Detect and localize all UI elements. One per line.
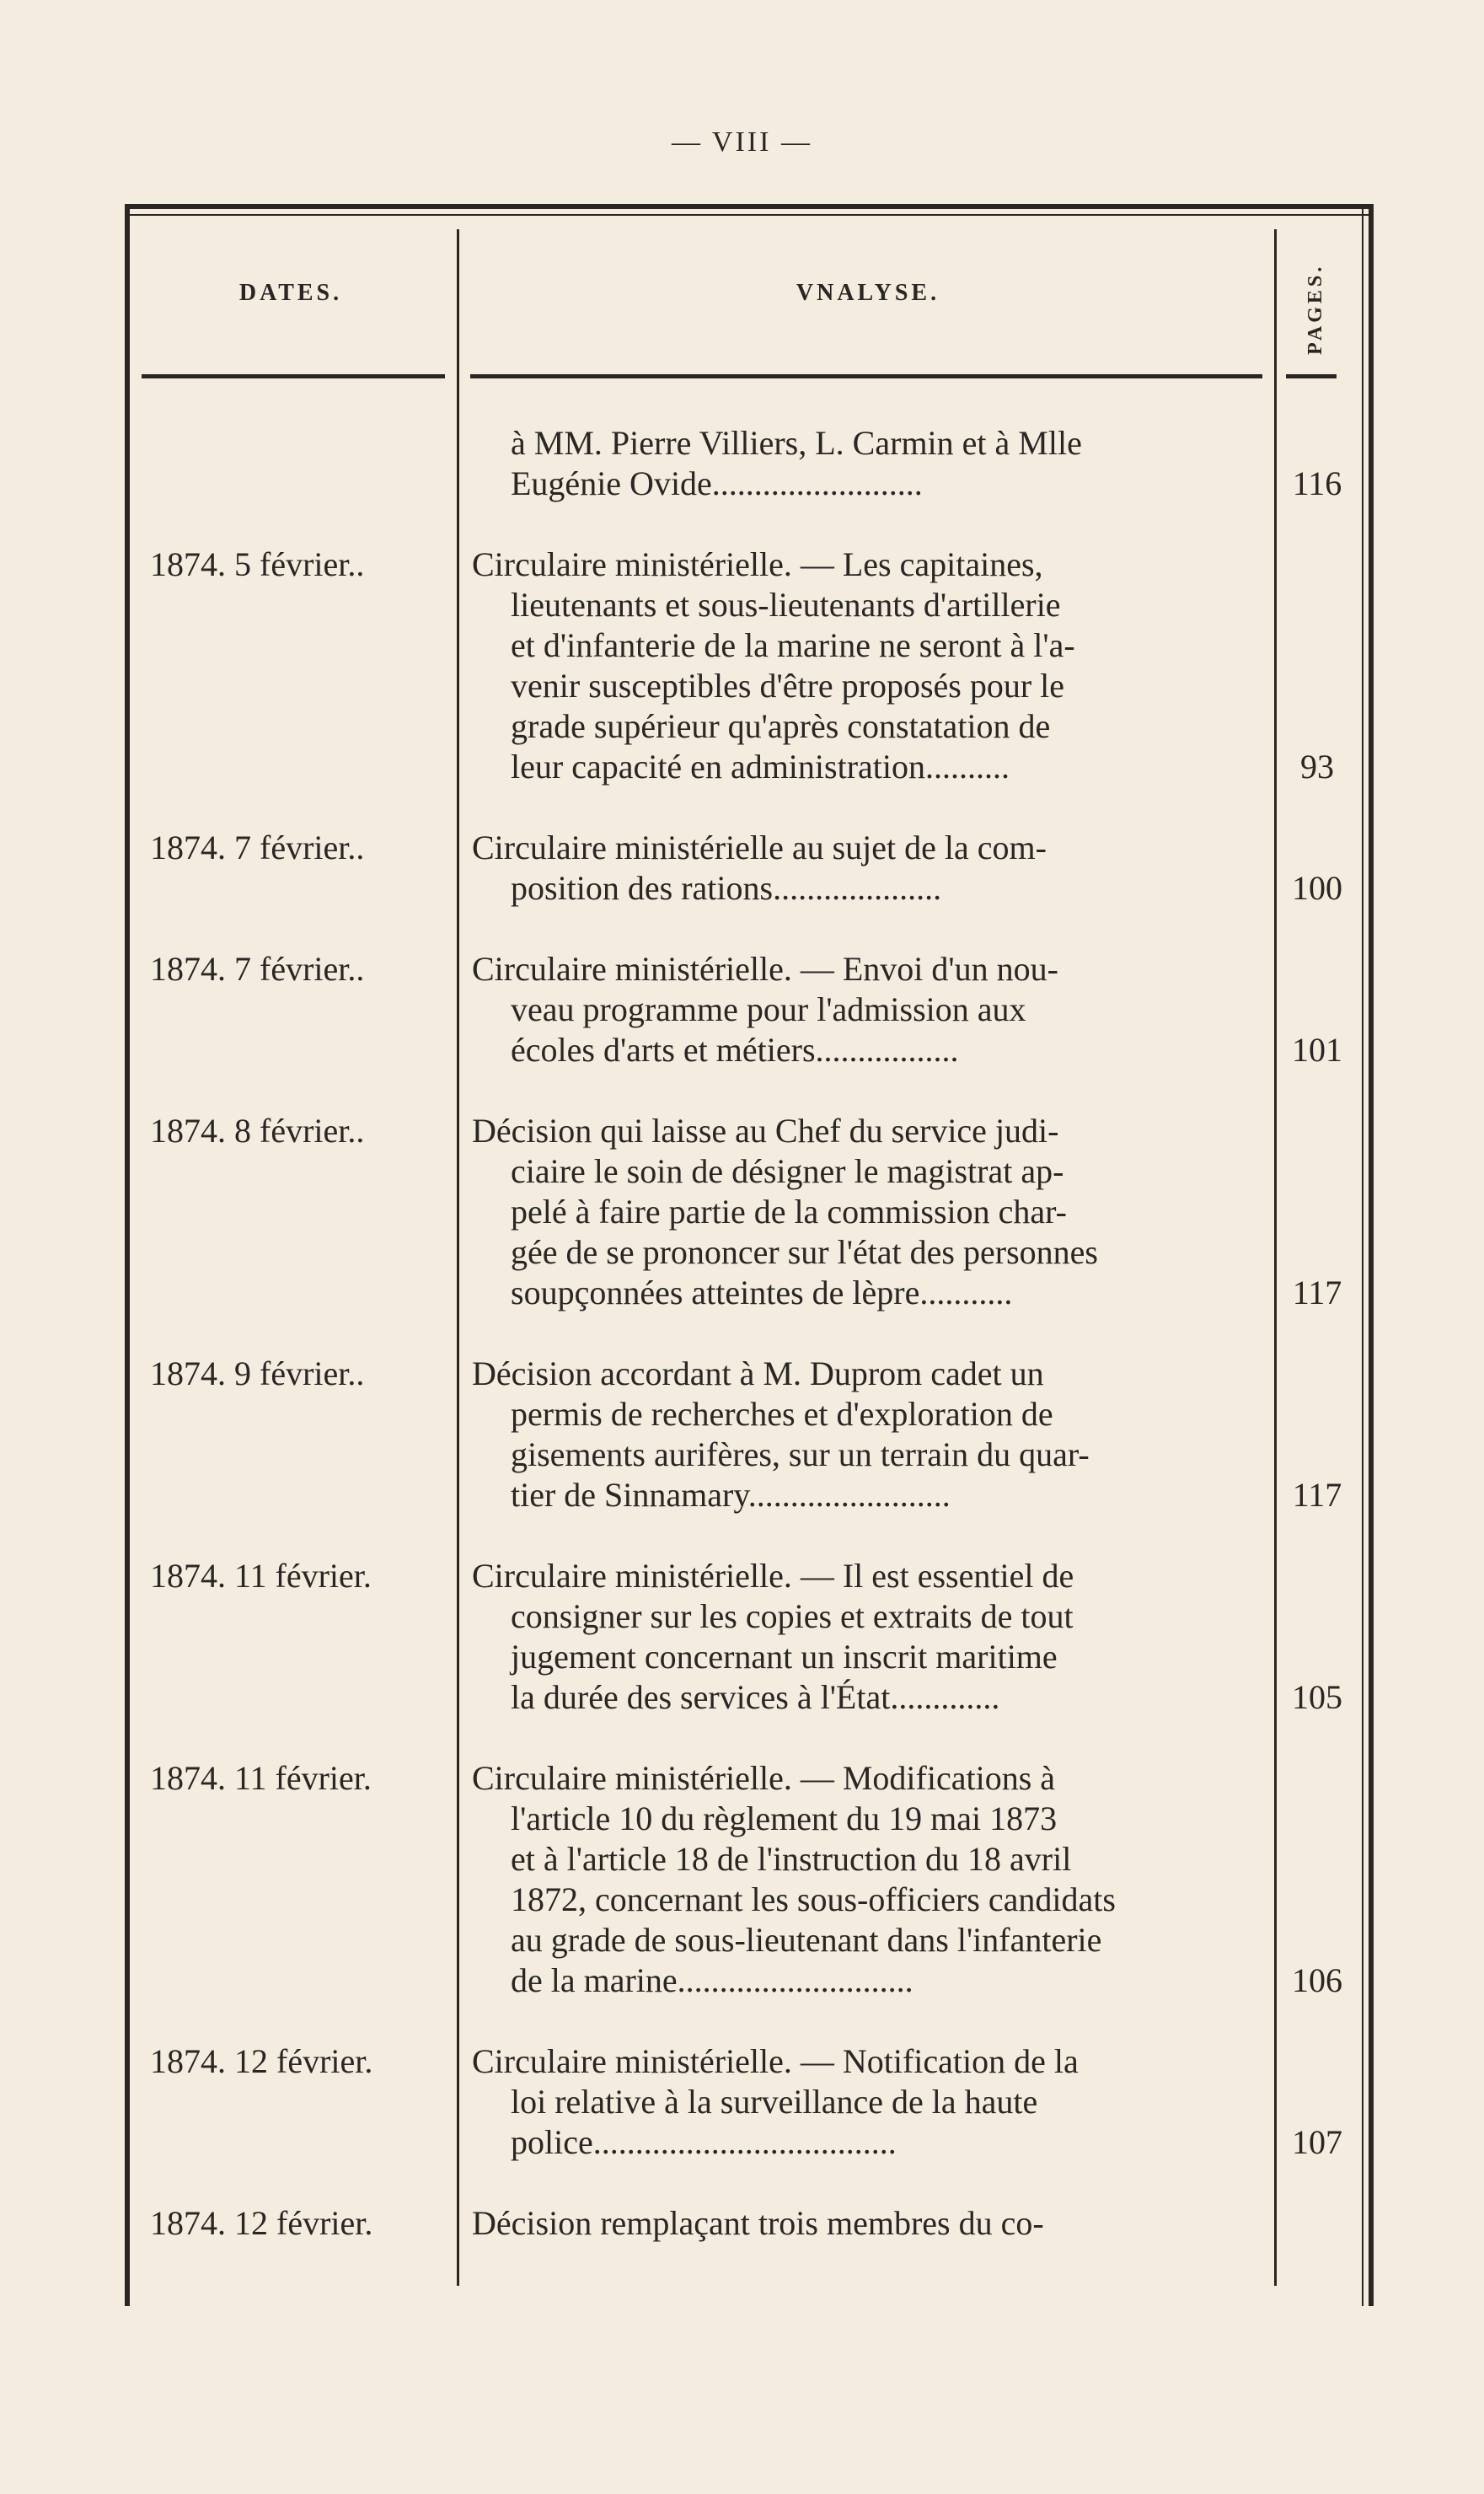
table-top-rule (125, 204, 1374, 209)
analysis-line: consigner sur les copies et extraits de tout (511, 1597, 1074, 1635)
table-row (125, 1758, 1374, 2001)
entry-date: 1874. 5 février.. (150, 545, 365, 583)
entry-analysis (472, 2041, 1264, 2163)
entry-page-number: 106 (1292, 1961, 1342, 1999)
entry-date: 1874. 7 février.. (150, 829, 365, 866)
analysis-line: gée de se prononcer sur l'état des personnes (511, 1233, 1098, 1271)
analysis-line: venir susceptibles d'être proposés pour le (511, 667, 1065, 705)
entry-date: 1874. 11 février. (150, 1759, 372, 1797)
entries-list (125, 423, 1374, 2284)
header-rule-dates (142, 374, 445, 378)
table-row (125, 2203, 1374, 2244)
header-rule-pages (1286, 374, 1337, 378)
table-row (125, 1111, 1374, 1313)
analysis-line: soupçonnées atteintes de lèpre........... (511, 1274, 1013, 1311)
column-header-analyse: VNALYSE. (796, 280, 940, 306)
analysis-line: Circulaire ministérielle. — Il est essentiel de (472, 1557, 1074, 1595)
entry-date: 1874. 7 février.. (150, 950, 365, 988)
entry-date: 1874. 11 février. (150, 1557, 372, 1595)
entry-analysis (472, 423, 1264, 504)
analysis-line: 1872, concernant les sous-officiers candidats (511, 1880, 1116, 1918)
entry-date: 1874. 12 février. (150, 2204, 373, 2242)
entry-analysis (472, 1354, 1264, 1515)
analysis-line: Décision qui laisse au Chef du service judi- (472, 1112, 1059, 1150)
analysis-line: lieutenants et sous-lieutenants d'artillerie (511, 586, 1061, 624)
header-rule-analyse (470, 374, 1262, 378)
entry-analysis (472, 1758, 1264, 2001)
entry-date: 1874. 8 février.. (150, 1112, 365, 1150)
entry-page-number: 105 (1292, 1678, 1342, 1716)
entry-analysis (472, 1556, 1264, 1718)
table-row (125, 544, 1374, 787)
analysis-line: loi relative à la surveillance de la haute (511, 2083, 1038, 2121)
analysis-line: tier de Sinnamary........................ (511, 1476, 951, 1514)
analysis-line: Décision remplaçant trois membres du co- (472, 2204, 1044, 2242)
entry-analysis (472, 828, 1264, 909)
table-row (125, 1354, 1374, 1515)
table-row (125, 423, 1374, 504)
analysis-line: Circulaire ministérielle. — Notification de la (472, 2042, 1079, 2080)
entry-page-number: 117 (1292, 1476, 1342, 1514)
analysis-line: ciaire le soin de désigner le magistrat ap- (511, 1152, 1064, 1190)
analysis-line: police.................................... (511, 2123, 897, 2161)
analysis-line: Circulaire ministérielle au sujet de la com- (472, 829, 1047, 866)
analysis-line: jugement concernant un inscrit maritime (511, 1638, 1058, 1676)
entry-date: 1874. 12 février. (150, 2042, 373, 2080)
entry-page-number: 93 (1300, 748, 1334, 786)
analysis-line: écoles d'arts et métiers................. (511, 1031, 959, 1069)
page-number-header: — VIII — (672, 126, 812, 158)
table-row (125, 1556, 1374, 1718)
analysis-line: au grade de sous-lieutenant dans l'infanterie (511, 1921, 1102, 1959)
table-top-rule-thin (125, 214, 1374, 216)
entry-analysis (472, 544, 1264, 787)
table-row (125, 2041, 1374, 2163)
index-table (125, 204, 1374, 2306)
analysis-line: l'article 10 du règlement du 19 mai 1873 (511, 1799, 1058, 1837)
analysis-line: gisements aurifères, sur un terrain du quar- (511, 1435, 1090, 1473)
analysis-line: de la marine............................ (511, 1961, 913, 1999)
analysis-line: Eugénie Ovide......................... (511, 464, 923, 502)
analysis-line: la durée des services à l'État............. (511, 1678, 1000, 1716)
entry-analysis (472, 2203, 1264, 2244)
analysis-line: Circulaire ministérielle. — Modifications à (472, 1759, 1056, 1797)
entry-page-number: 101 (1292, 1031, 1342, 1069)
analysis-line: grade supérieur qu'après constatation de (511, 707, 1051, 745)
analysis-line: leur capacité en administration.......... (511, 748, 1010, 786)
entry-page-number: 100 (1292, 869, 1342, 907)
column-header-dates: DATES. (238, 280, 343, 306)
analysis-line: et d'infanterie de la marine ne seront à l'a- (511, 626, 1075, 664)
analysis-line: Circulaire ministérielle. — Les capitaines, (472, 545, 1043, 583)
table-row (125, 949, 1374, 1070)
column-header-pages: PAGES. (1305, 263, 1326, 356)
analysis-line: pelé à faire partie de la commission char- (511, 1193, 1067, 1231)
analysis-line: veau programme pour l'admission aux (511, 990, 1026, 1028)
entry-page-number: 107 (1292, 2123, 1342, 2161)
analysis-line: permis de recherches et d'exploration de (511, 1395, 1053, 1433)
entry-page-number: 117 (1292, 1274, 1342, 1311)
analysis-line: position des rations.................... (511, 869, 942, 907)
entry-analysis (472, 949, 1264, 1070)
analysis-line: à MM. Pierre Villiers, L. Carmin et à Mlle (511, 424, 1082, 462)
analysis-line: et à l'article 18 de l'instruction du 18 avril (511, 1840, 1072, 1878)
entry-analysis (472, 1111, 1264, 1313)
analysis-line: Circulaire ministérielle. — Envoi d'un nou- (472, 950, 1058, 988)
entry-page-number: 116 (1292, 464, 1342, 502)
entry-date: 1874. 9 février.. (150, 1354, 365, 1392)
table-row (125, 828, 1374, 909)
analysis-line: Décision accordant à M. Duprom cadet un (472, 1354, 1044, 1392)
